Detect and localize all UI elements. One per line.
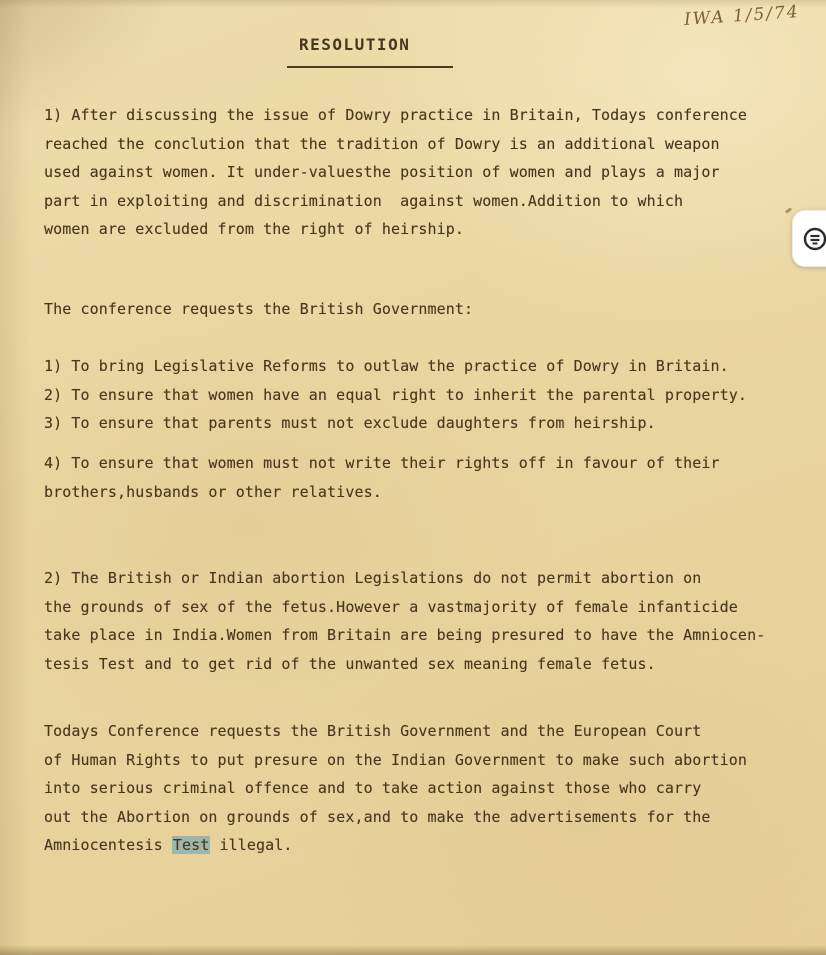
document-line: of Human Rights to put presure on the Indian Government to make such abortion: [44, 750, 748, 769]
document-line: tesis Test and to get rid of the unwanted sex meaning female fetus.: [44, 654, 656, 673]
title-underline: [287, 66, 453, 68]
document-line: 4) To ensure that women must not write their rights off in favour of their: [44, 454, 720, 472]
document-line: brothers,husbands or other relatives.: [44, 482, 382, 501]
list-item-4: [44, 449, 804, 506]
document-line: out the Abortion on grounds of sex,and to make the advertisements for the: [44, 807, 711, 826]
paragraph-conference-request: [44, 717, 804, 860]
highlighted-word[interactable]: Test: [172, 836, 210, 855]
document-line: reached the conclution that the tradition of Dowry is an additional weapon: [44, 134, 720, 153]
paragraph-request-intro: [44, 295, 804, 324]
document-line: 3) To ensure that parents must not exclude daughters from heirship.: [44, 414, 656, 433]
document-line: 1) To bring Legislative Reforms to outlaw the practice of Dowry in Britain.: [44, 357, 729, 375]
document-line: into serious criminal offence and to take action against those who carry: [44, 779, 702, 798]
paragraph-lines-container: [44, 717, 804, 831]
side-panel-button[interactable]: [792, 210, 826, 267]
document-line: part in exploiting and discrimination against women.Addition to which: [44, 191, 684, 210]
handwritten-reference-annotation: IWA 1/5/74: [683, 1, 801, 31]
list-government-requests: [44, 352, 804, 438]
menu-circle-icon: [802, 226, 826, 252]
document-line: the grounds of sex of the fetus.However a vastmajority of female infanticide: [44, 597, 738, 616]
document-line: The conference requests the British Government:: [44, 300, 474, 318]
document-title: RESOLUTION: [299, 35, 411, 54]
paragraph-dowry-resolution: [44, 101, 804, 244]
document-line: Todays Conference requests the British Government and the European Court: [44, 722, 702, 740]
document-line: 2) The British or Indian abortion Legislations do not permit abortion on: [44, 569, 702, 587]
last-line-prefix: Amniocentesis: [44, 836, 172, 855]
document-line: used against women. It under-valuesthe position of women and plays a major: [44, 163, 720, 182]
document-line-with-highlight: [44, 831, 804, 860]
document-line: 1) After discussing the issue of Dowry practice in Britain, Todays conference: [44, 106, 748, 124]
document-line: 2) To ensure that women have an equal right to inherit the parental property.: [44, 385, 748, 404]
document-line: women are excluded from the right of heirship.: [44, 220, 465, 239]
paragraph-abortion-legislation: [44, 564, 804, 678]
last-line-suffix: illegal.: [210, 836, 293, 855]
document-line: take place in India.Women from Britain are being presured to have the Amniocen-: [44, 626, 766, 645]
